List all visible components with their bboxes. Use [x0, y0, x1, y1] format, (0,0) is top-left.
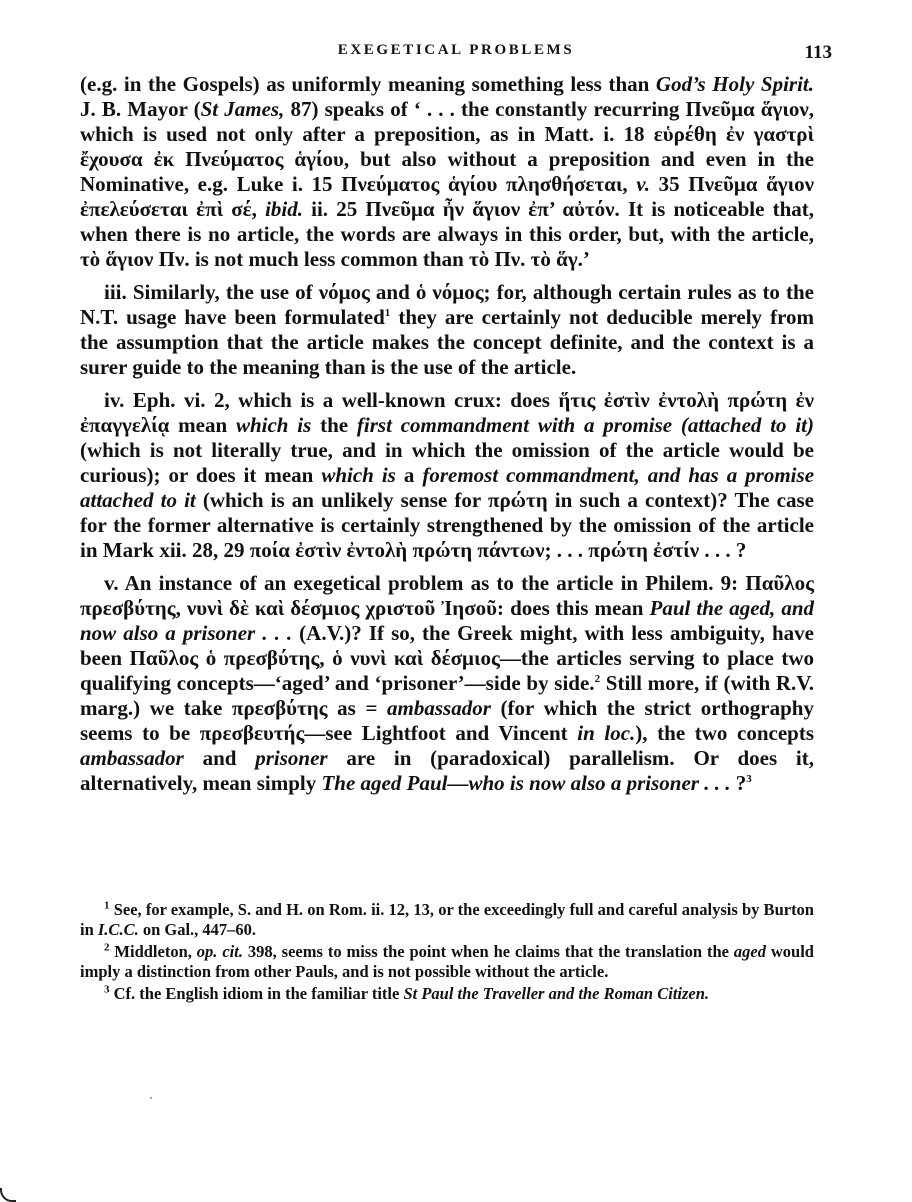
paragraph-iii	[80, 280, 814, 380]
italic-text: which is	[235, 413, 312, 437]
paragraph-v	[80, 571, 814, 796]
text-run: Still more, if (with R.V. marg.) we take πρεσβύτης as =	[80, 671, 814, 720]
text-run: a	[395, 463, 423, 487]
italic-text: ibid.	[265, 197, 303, 221]
italic-text: ambassador	[80, 746, 184, 770]
text-run: (which is an unlikely sense for πρώτη in such a context)? The case for the former alternative is certainly strengthened by the omission of the article in Mark xii. 28, 29 ποία ἐστὶν ἐντολὴ πρώτη πάντων; . . . πρώτη ἐστίν . . . ?	[80, 488, 814, 562]
italic-text: prisoner	[255, 746, 328, 770]
text-run: ii. 25 Πνεῦμα ἦν ἅγιον ἐπ’ αὐτόν. It is noticeable that, when there is no article, the words are always in this order, but, with the article, τὸ ἅγιον Πν. is not much less common than τὸ Πν. τὸ ἅγ.’	[80, 197, 815, 271]
body-text	[80, 72, 814, 804]
italic-text: St Paul the Traveller and the Roman Citizen.	[403, 984, 710, 1003]
italic-text: Paul the aged, and now also a prisoner . . .	[80, 596, 814, 645]
text-run: 398, seems to miss the point when he claims that the translation the	[242, 942, 734, 961]
footnote-3	[80, 984, 814, 1004]
text-run: 35 Πνεῦμα ἅγιον ἐπελεύσεται ἐπὶ σέ,	[80, 172, 815, 221]
text-run: 87) speaks of ‘ . . . the constantly recurring Πνεῦμα ἅγιον, which is used not only after a preposition, as in Matt. i. 18 εὑρέθη ἐν γαστρὶ ἔχουσα ἐκ Πνεύματος ἁγίου, but also without a preposition and even in the Nominative, e.g. Luke i. 15 Πνεύματος ἁγίου πλησθήσεται,	[80, 97, 814, 196]
italic-text: God’s Holy Spirit.	[655, 72, 814, 96]
text-run: iii. Similarly, the use of νόμος and ὁ νόμος; for, although certain rules as to the N.T. usage have been formulated	[80, 280, 814, 329]
footnote-marker: 2	[104, 941, 110, 954]
footnote-1	[80, 900, 814, 940]
paragraph-iv	[80, 388, 814, 563]
running-head	[80, 42, 832, 68]
text-run: the	[311, 413, 357, 437]
italic-text: in loc.	[577, 721, 636, 745]
footnote-marker: 1	[104, 899, 110, 912]
text-run: See, for example, S. and H. on Rom. ii. 12, 13, or the exceedingly full and careful analysis by Burton in	[80, 900, 814, 939]
page-number: 113	[804, 42, 832, 63]
text-run: are in (paradoxical) parallelism. Or does it, alternatively, mean simply	[80, 746, 814, 795]
text-run: iv. Eph. vi. 2, which is a well-known crux: does ἥτις ἐστὶν ἐντολὴ πρώτη ἐν ἐπαγγελίᾳ mean	[80, 388, 814, 437]
footnote-marker: 3	[746, 773, 752, 785]
italic-text: St James,	[200, 97, 285, 121]
italic-text: The aged Paul—who is now also a prisoner . . .	[321, 771, 731, 795]
text-run: Middleton,	[109, 942, 197, 961]
text-run: ), the two concepts	[635, 721, 814, 745]
italic-text: I.C.C.	[97, 920, 139, 939]
footnote-marker: 2	[594, 673, 601, 685]
italic-text: foremost commandment, and has a promise attached to it	[80, 463, 815, 512]
footnote-marker: 3	[104, 983, 110, 996]
paragraph-continued	[80, 72, 814, 272]
footnote-2	[80, 942, 814, 982]
print-speck	[150, 1097, 152, 1099]
italic-text: op. cit.	[196, 942, 243, 961]
italic-text: ambassador	[387, 696, 491, 720]
footnotes	[80, 900, 814, 1006]
italic-text: which is	[321, 463, 396, 487]
text-run: and	[183, 746, 256, 770]
footnote-marker: 1	[384, 307, 391, 319]
text-run: ?	[730, 771, 747, 795]
text-run: J. B. Mayor (	[80, 97, 201, 121]
text-run: (e.g. in the Gospels) as uniformly meaning something less than	[80, 72, 656, 96]
running-head-title: EXEGETICAL PROBLEMS	[337, 42, 575, 58]
italic-text: first commandment with a promise (attached to it)	[356, 413, 815, 437]
text-run: (for which the strict orthography seems to be πρεσβευτής—see Lightfoot and Vincent	[80, 696, 814, 745]
italic-text: v.	[636, 172, 651, 196]
text-run: would imply a distinction from other Pauls, and is not possible without the article.	[80, 942, 814, 981]
text-run: Cf. the English idiom in the familiar title	[109, 984, 404, 1003]
text-run: v. An instance of an exegetical problem as to the article in Philem. 9: Παῦλος πρεσβύτης, νυνὶ δὲ καὶ δέσμιος χριστοῦ Ἰησοῦ: does this mean	[80, 571, 814, 620]
italic-text: aged	[733, 942, 766, 961]
text-run: they are certainly not deducible merely from the assumption that the article makes the concept definite, and the context is a surer guide to the meaning than is the use of the article.	[80, 305, 814, 379]
text-run: (A.V.)? If so, the Greek might, with less ambiguity, have been Παῦλος ὁ πρεσβύτης, ὁ νυνὶ καὶ δέσμιος—the articles serving to place two qualifying concepts—‘aged’ and ‘prisoner’—side by side.	[80, 621, 814, 695]
text-run: (which is not literally true, and in which the omission of the article would be curious); or does it mean	[80, 438, 814, 487]
text-run: on Gal., 447–60.	[138, 920, 257, 939]
